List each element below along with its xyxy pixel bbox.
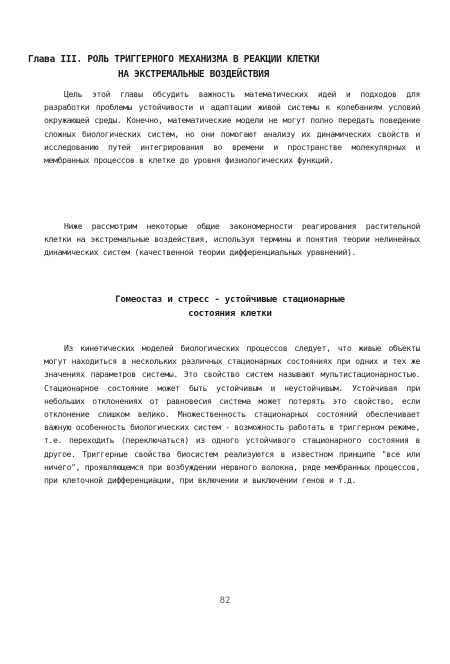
intro-paragraph-1: Цель этой главы обсудить важность математических идей и подходов для разработки проблемы устойчивости и адаптации живой системы к колебаниям условий окружающей среды. Конечно, математические модели не могут полно передать поведение сложных биологических систем, но они помогают анализу их динамических свойств и исследованию путей интегрирования во времени и пространстве молекулярных и мембранных процессов в клетке до уровня физиологических функций.: [44, 89, 420, 166]
section-heading-line-1: Гомеостаз и стресс - устойчивые стационарные: [115, 295, 345, 305]
chapter-title-line-2: НА ЭКСТРЕМАЛЬНЫЕ ВОЗДЕЙСТВИЯ: [118, 69, 270, 80]
section-paragraph: Из кинетических моделей биологических процессов следует, что живые объекты могут находиться в нескольких различных стационарных состояниях при одних и тех же значениях параметров системы. Это свойство систем называют мультистационарностью. Стационарное состояние может быть устойчивым и неустойчивым. Устойчивая при небольших отклонениях от равновесия система может потерять это свойство, если отклонение слишком велико. Множественность стационарных состояний обеспечивает важную особенность биологических систем - возможность работать в триггерном режиме, т.е. переходить (переключаться) из одного устойчивого стационарного состояния в другое. Триггерные свойства биосистем реализуются в известном принципе "все или ничего", проявляющемся при возбуждении нервного волокна, ряде мембранных процессов, при клеточной дифференциации, при включении и выключении генов и т.д.: [44, 343, 420, 486]
intro-paragraph-2: Ниже рассмотрим некоторые общие закономерности реагирования растительной клетки на экстремальные воздействия, используя термины и понятия теории нелинейных динамических систем (качественной теории дифференциальных уравнений).: [44, 221, 420, 258]
chapter-title-line-1: Глава III. РОЛЬ ТРИГГЕРНОГО МЕХАНИЗМА В РЕАКЦИИ КЛЕТКИ: [28, 54, 320, 65]
page-number: 82: [219, 596, 231, 606]
chapter-title: [28, 52, 428, 82]
section-heading-line-2: состояния клетки: [188, 308, 272, 319]
section-heading: [40, 294, 420, 321]
